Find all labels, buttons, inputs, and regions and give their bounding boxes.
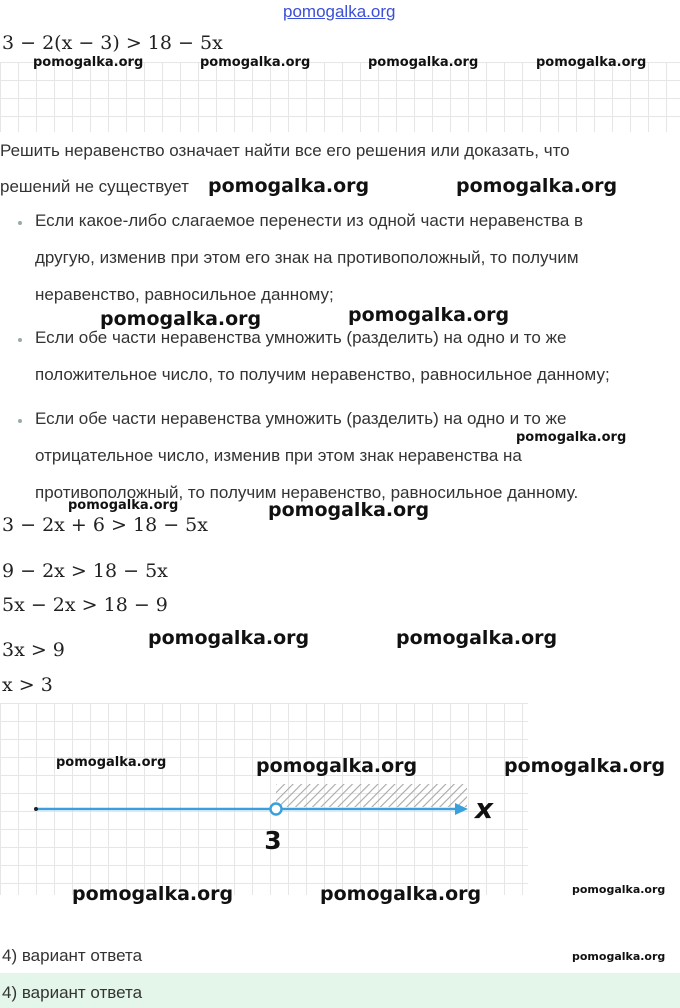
- axis-start-dot: [34, 807, 38, 811]
- rule-3-line-1: Если обе части неравенства умножить (разделить) на одно и то же: [35, 409, 567, 428]
- solution-region-hatch: [276, 784, 467, 807]
- step-4: 3x > 9: [2, 639, 65, 661]
- bullet-marker: [18, 338, 22, 342]
- watermark: pomogalka.org: [56, 755, 167, 770]
- step-1: 3 − 2x + 6 > 18 − 5x: [2, 514, 208, 536]
- intro-line-2: решений не существует: [0, 177, 189, 196]
- open-point-3: [271, 804, 282, 815]
- watermark: pomogalka.org: [536, 55, 647, 70]
- watermark: pomogalka.org: [572, 883, 666, 896]
- site-link[interactable]: pomogalka.org: [283, 2, 396, 21]
- watermark: pomogalka.org: [268, 499, 430, 521]
- watermark: pomogalka.org: [320, 883, 482, 905]
- top-grid: [0, 62, 680, 132]
- watermark: pomogalka.org: [208, 175, 370, 197]
- rule-2-line-2: положительное число, то получим неравенство, равносильное данному;: [35, 365, 610, 384]
- step-2: 9 − 2x > 18 − 5x: [2, 560, 168, 582]
- watermark: pomogalka.org: [72, 883, 234, 905]
- watermark: pomogalka.org: [504, 755, 666, 777]
- watermark: pomogalka.org: [256, 755, 418, 777]
- bullet-marker: [18, 221, 22, 225]
- rule-1-line-1: Если какое-либо слагаемое перенести из одной части неравенства в: [35, 211, 584, 230]
- step-3: 5x − 2x > 18 − 9: [2, 594, 168, 616]
- watermark: pomogalka.org: [516, 430, 627, 445]
- problem-expression: 3 − 2(x − 3) > 18 − 5x: [2, 32, 223, 54]
- rule-1-line-2: другую, изменив при этом его знак на противоположный, то получим: [35, 248, 579, 267]
- watermark: pomogalka.org: [148, 627, 310, 649]
- watermark: pomogalka.org: [572, 950, 666, 963]
- rule-2-line-1: Если обе части неравенства умножить (разделить) на одно и то же: [35, 328, 567, 347]
- watermark: pomogalka.org: [200, 55, 311, 70]
- watermark: pomogalka.org: [348, 304, 510, 326]
- watermark: pomogalka.org: [33, 55, 144, 70]
- point-label-3: 3: [264, 826, 282, 855]
- intro-line-1: Решить неравенство означает найти все его решения или доказать, что: [0, 141, 570, 160]
- number-line-diagram: [0, 703, 528, 895]
- watermark: pomogalka.org: [368, 55, 479, 70]
- bullet-marker: [18, 419, 22, 423]
- step-5: x > 3: [2, 674, 53, 696]
- rule-3-line-2: отрицательное число, изменив при этом знак неравенства на: [35, 446, 522, 465]
- watermark: pomogalka.org: [456, 175, 618, 197]
- rule-1-line-3: неравенство, равносильное данному;: [35, 285, 334, 304]
- rule-3-line-3: противоположный, то получим неравенство, равносильное данному.: [35, 483, 579, 502]
- axis-label-x: x: [475, 792, 494, 825]
- watermark: pomogalka.org: [68, 498, 179, 513]
- correct-answer-option[interactable]: 4) вариант ответа: [2, 983, 143, 1002]
- watermark: pomogalka.org: [100, 308, 262, 330]
- answer-option[interactable]: 4) вариант ответа: [2, 946, 143, 965]
- watermark: pomogalka.org: [396, 627, 558, 649]
